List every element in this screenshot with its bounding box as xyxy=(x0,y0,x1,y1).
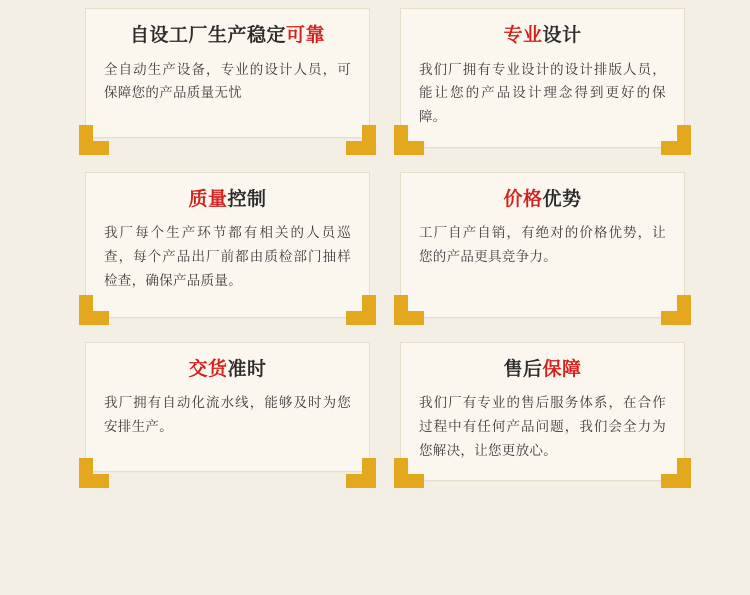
card-title xyxy=(104,189,351,212)
card-title-dark: 售后 xyxy=(503,358,543,380)
corner-bracket-bottom-right-icon xyxy=(661,474,691,488)
card-panel xyxy=(85,342,370,472)
corner-bracket-bottom-left-icon xyxy=(79,474,109,488)
advantage-card-5 xyxy=(85,342,370,482)
card-title xyxy=(419,25,666,48)
corner-bracket-bottom-right-icon xyxy=(346,311,376,325)
card-title-dark: 控制 xyxy=(227,188,267,210)
card-body: 我厂拥有自动化流水线，能够及时为您安排生产。 xyxy=(104,395,351,435)
card-body: 我们厂有专业的售后服务体系，在合作过程中有任何产品问题，我们会全力为您解决，让您更放心。 xyxy=(419,395,666,458)
advantage-card-3 xyxy=(85,172,370,318)
card-title-dark: 设计 xyxy=(542,25,582,46)
card-title xyxy=(104,359,351,382)
card-title-dark: 优势 xyxy=(542,188,582,210)
card-title-red: 可靠 xyxy=(286,25,326,46)
card-title xyxy=(104,25,351,48)
corner-bracket-bottom-left-icon xyxy=(394,141,424,155)
card-panel xyxy=(85,8,370,138)
corner-bracket-bottom-left-icon xyxy=(79,311,109,325)
card-title-dark: 准时 xyxy=(227,358,267,380)
card-body: 我厂每个生产环节都有相关的人员巡查，每个产品出厂前都由质检部门抽样检查，确保产品质量。 xyxy=(104,225,351,288)
card-body: 全自动生产设备，专业的设计人员，可保障您的产品质量无忧 xyxy=(104,61,351,101)
corner-bracket-bottom-left-icon xyxy=(79,141,109,155)
card-panel xyxy=(400,172,685,318)
card-panel xyxy=(400,8,685,148)
card-title-red: 专业 xyxy=(503,25,543,46)
card-title-red: 交货 xyxy=(188,358,228,380)
card-title xyxy=(419,359,666,382)
card-title-red: 质量 xyxy=(188,188,228,210)
card-title-red: 价格 xyxy=(503,188,543,210)
corner-bracket-bottom-left-icon xyxy=(394,474,424,488)
card-title-red: 保障 xyxy=(542,358,582,380)
card-body: 我们厂拥有专业设计的设计排版人员，能让您的产品设计理念得到更好的保障。 xyxy=(419,61,666,125)
advantage-card-4 xyxy=(400,172,685,318)
card-panel xyxy=(400,342,685,482)
card-body: 工厂自产自销，有绝对的价格优势，让您的产品更具竞争力。 xyxy=(419,225,666,265)
card-panel xyxy=(85,172,370,318)
corner-bracket-bottom-right-icon xyxy=(661,311,691,325)
advantage-card-6 xyxy=(400,342,685,482)
advantage-card-2 xyxy=(400,8,685,148)
corner-bracket-bottom-right-icon xyxy=(346,141,376,155)
corner-bracket-bottom-right-icon xyxy=(661,141,691,155)
corner-bracket-bottom-left-icon xyxy=(394,311,424,325)
card-title-dark: 自设工厂生产稳定 xyxy=(129,25,286,46)
advantage-card-grid xyxy=(85,8,685,481)
card-title xyxy=(419,189,666,212)
corner-bracket-bottom-right-icon xyxy=(346,474,376,488)
advantage-card-1 xyxy=(85,8,370,148)
